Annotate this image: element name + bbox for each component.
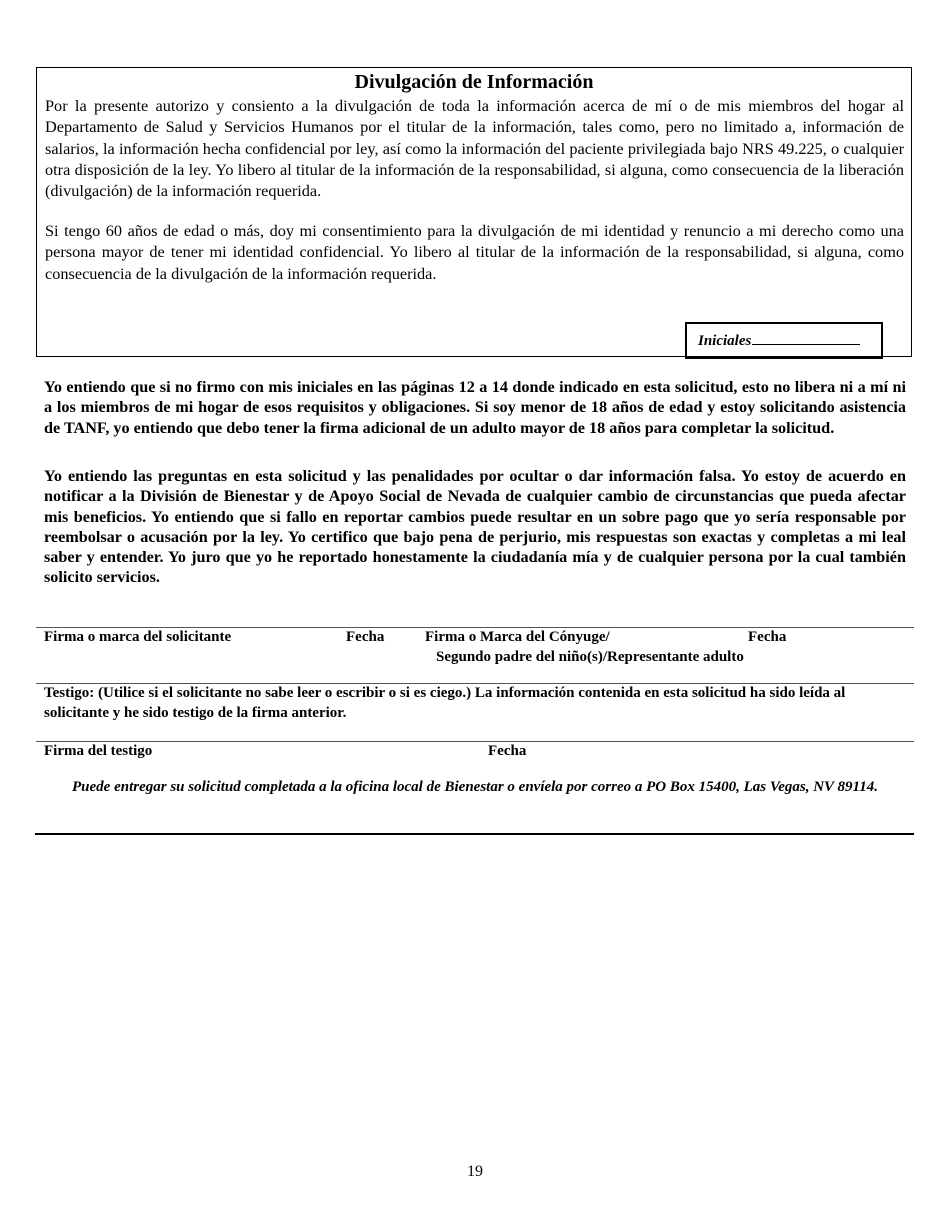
initials-label: Iniciales [698,333,752,349]
release-of-information-box [36,67,912,357]
release-paragraph-2: Si tengo 60 años de edad o más, doy mi consentimiento para la divulgación de mi identidad y renuncio a mi derecho como una persona mayor de tener mi identidad confidencial. Yo libero al titular de la información de la responsabilidad, si alguna, como consecuencia de la divulgación de la información requerida. [45,221,904,283]
spouse-signature-sublabel: Segundo padre del niño(s)/Representante adulto [436,649,744,665]
certification-statement: Yo entiendo las preguntas en esta solicitud y las penalidades por ocultar o dar información falsa. Yo estoy de acuerdo en notificar a la División de Bienestar y de Apoyo Social de Nevada de cualquier cambio de circunstancias que pueda afectar mis beneficios. Yo entiendo que si fallo en reportar cambios puede resultar en un sobre pago que yo sería responsable por reembolsar o acusación por la ley. Yo certifico que bajo pena de perjurio, mis respuestas son exactas y completas a mi leal saber y entender. Yo juro que yo he reportado honestamente la ciudadanía mía y de cualquier persona por la cual también solicito servicios. [44,467,906,587]
applicant-signature-label: Firma o marca del solicitante [44,629,232,645]
page-number: 19 [467,1163,483,1180]
witness-signature-label: Firma del testigo [44,743,153,759]
witness-date-label: Fecha [488,743,527,759]
mailing-instructions: Puede entregar su solicitud completada a la oficina local de Bienestar o envíela por correo a PO Box 15400, Las Vegas, NV 89114. [72,779,878,795]
release-title: Divulgación de Información [354,71,594,93]
applicant-date-label: Fecha [346,629,385,645]
witness-instructions: Testigo: (Utilice si el solicitante no sabe leer o escribir o si es ciego.) La información contenida en esta solicitud ha sido leída al solicitante y he sido testigo de la firma anterior. [44,685,846,721]
release-paragraph-1: Por la presente autorizo y consiento a la divulgación de toda la información acerca de mí o de mis miembros del hogar al Departamento de Salud y Servicios Humanos por el titular de la información, tales como, pero no limitado a, información de salarios, la información hecha confidencial por ley, así como la información del paciente privilegiada bajo NRS 49.225, o cualquier otra disposición de la ley. Yo libero al titular de la información de la responsabilidad, si alguna, como consecuencia de la liberación (divulgación) de la información requerida. [45,96,904,201]
initials-statement: Yo entiendo que si no firmo con mis iniciales en las páginas 12 a 14 donde indicado en esta solicitud, esto no libera ni a mí ni a los miembros de mi hogar de esos requisitos y obligaciones. Si soy menor de 18 años de edad y estoy solicitando asistencia de TANF, yo entiendo que debo tener la firma adicional de un adulto mayor de 18 años para completar la solicitud. [44,378,906,437]
spouse-signature-label: Firma o Marca del Cónyuge/ [425,629,610,645]
spouse-date-label: Fecha [748,629,787,645]
initials-blank-line[interactable] [752,331,860,345]
section-end-rule [35,833,914,835]
witness-signature-line[interactable] [36,741,914,742]
initials-field[interactable] [685,322,883,359]
